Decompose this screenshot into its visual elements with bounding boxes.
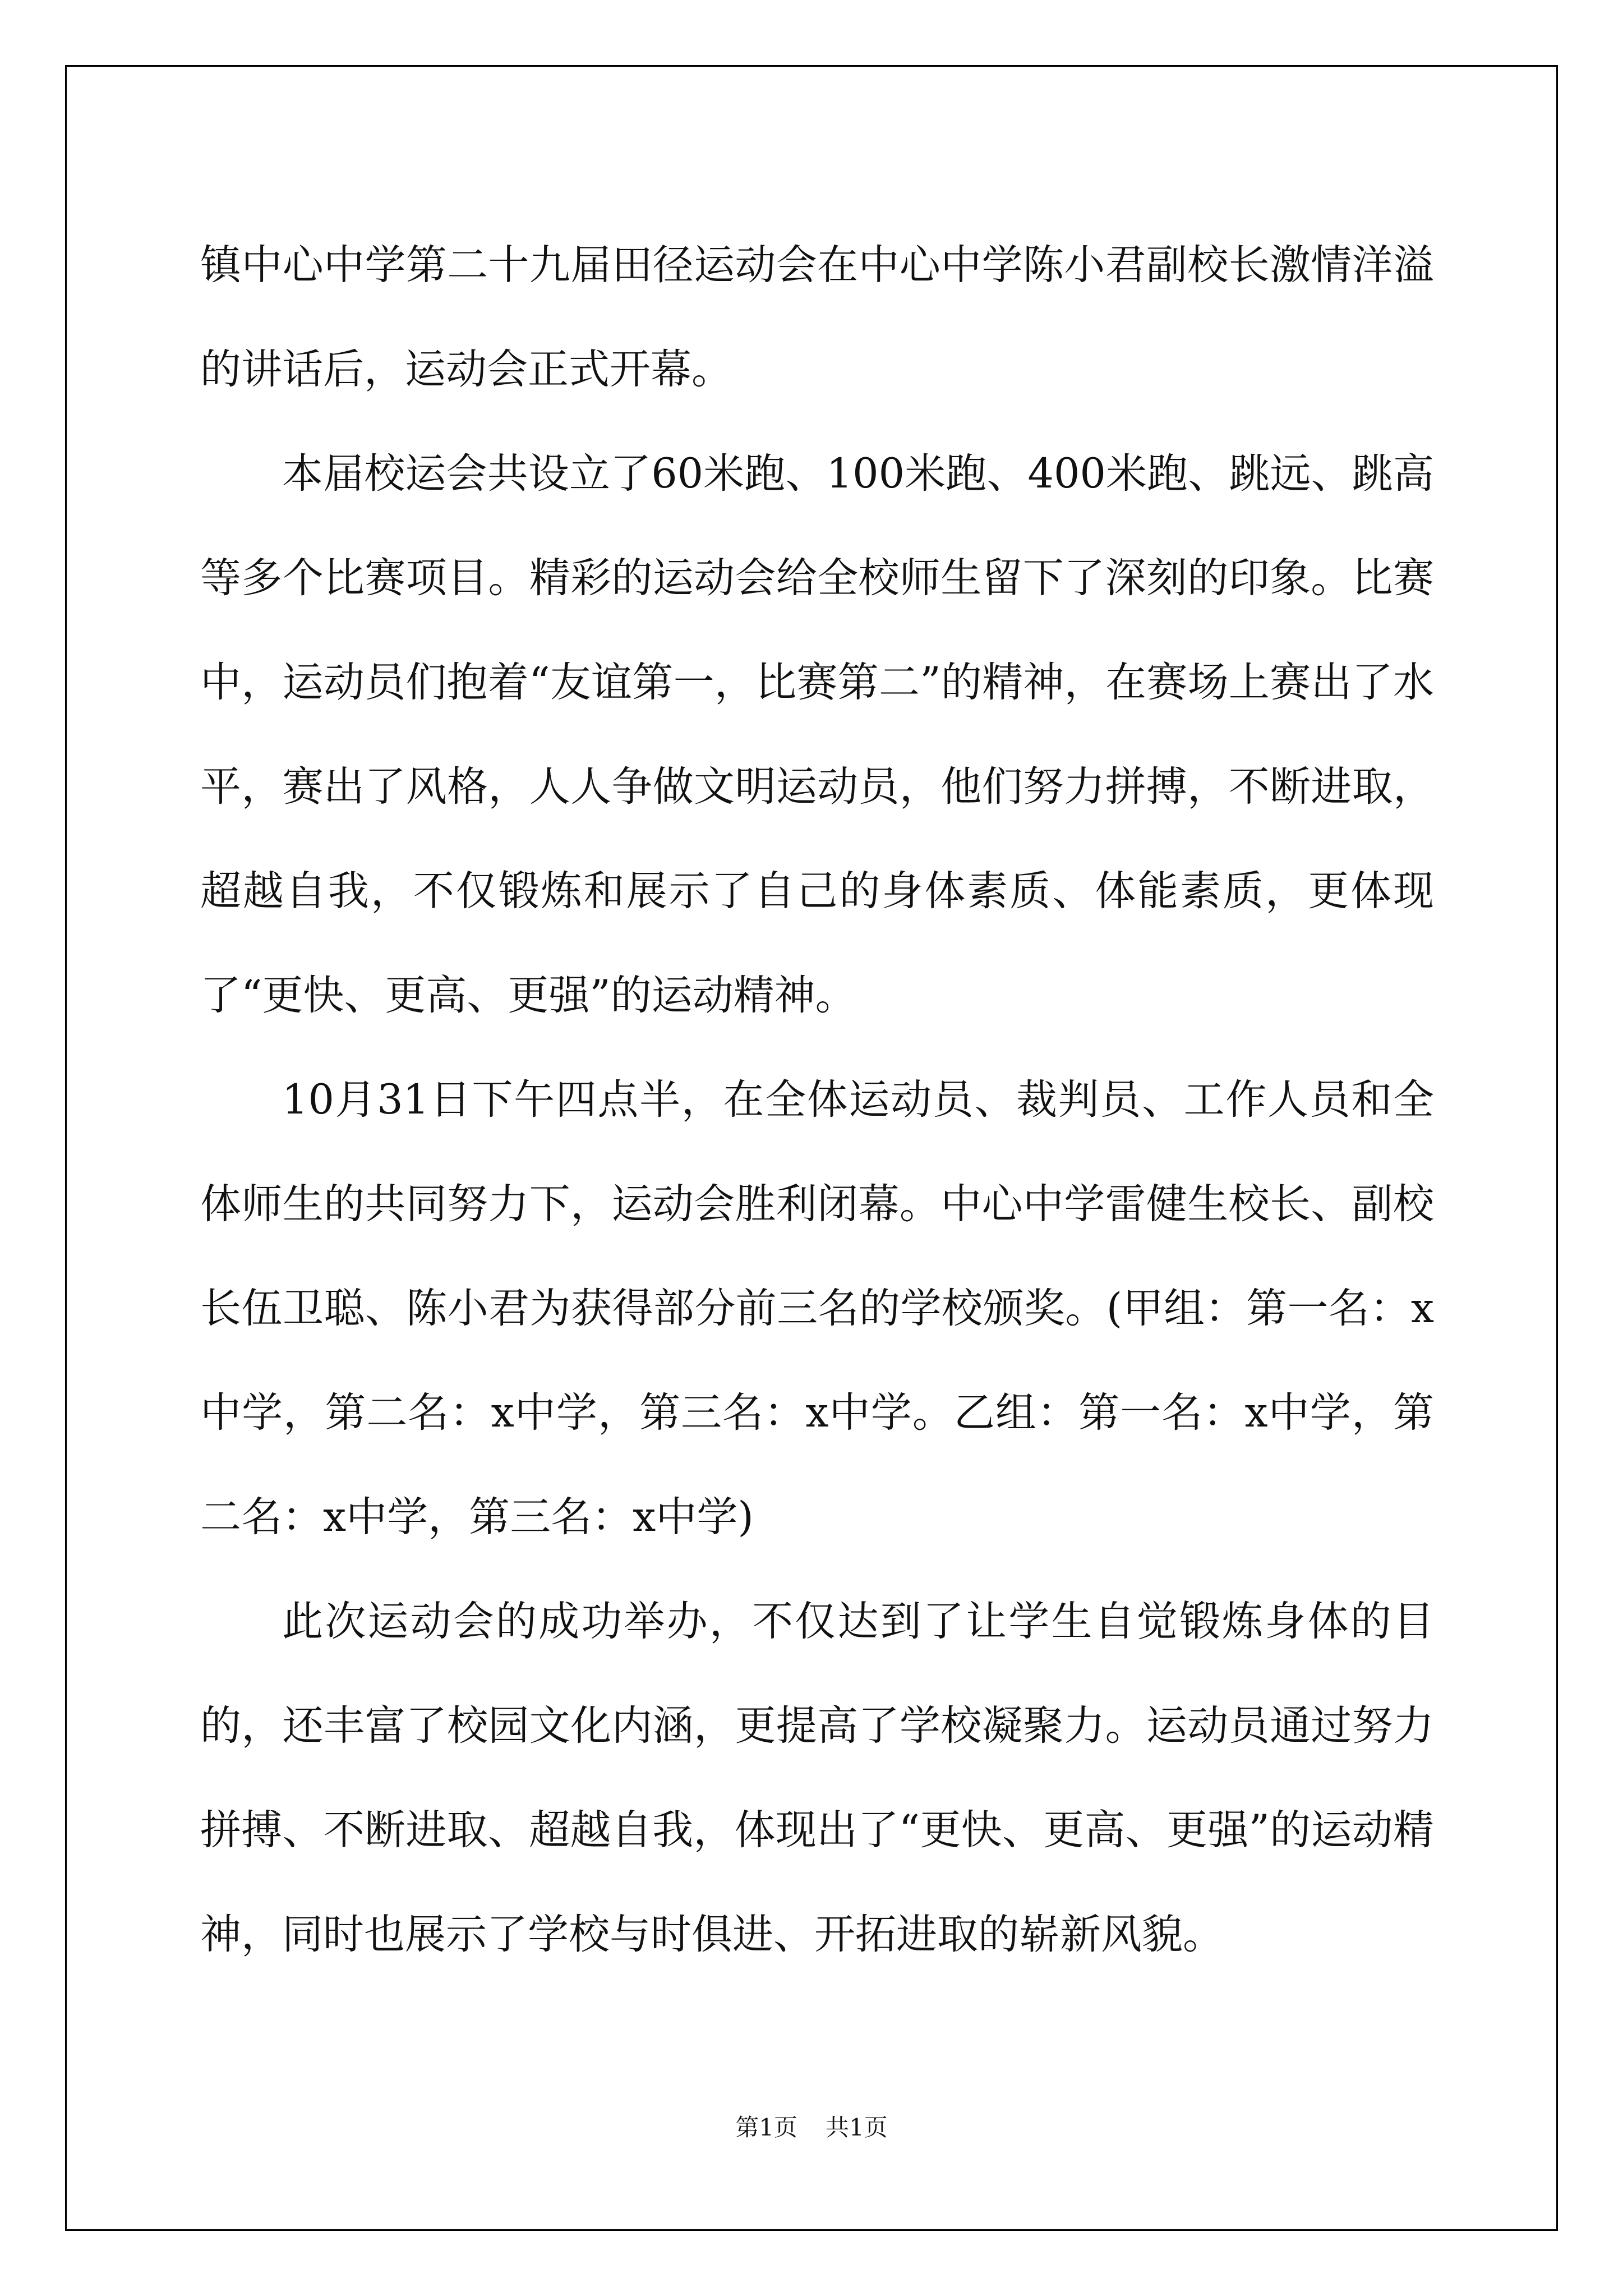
page-footer bbox=[0, 2109, 1623, 2143]
paragraph-4: 此次运动会的成功举办，不仅达到了让学生自觉锻炼身体的目的，还丰富了校园文化内涵，更提高了学校凝聚力。运动员通过努力拼搏、不断进取、超越自我，体现出了“更快、更高、更强”的运动精神，同时也展示了学校与时俱进、开拓进取的崭新风貌。 bbox=[200, 1598, 1434, 1958]
page-total: 共1页 bbox=[826, 2114, 888, 2141]
document-body bbox=[200, 213, 1434, 1987]
page-number: 第1页 bbox=[735, 2114, 797, 2141]
paragraph-2: 本届校运会共设立了60米跑、100米跑、400米跑、跳远、跳高等多个比赛项目。精彩的运动会给全校师生留下了深刻的印象。比赛中，运动员们抱着“友谊第一，比赛第二”的精神，在赛场上赛出了水平，赛出了风格，人人争做文明运动员，他们努力拼搏，不断进取，超越自我，不仅锻炼和展示了自己的身体素质、体能素质，更体现了“更快、更高、更强”的运动精神。 bbox=[200, 450, 1434, 1019]
paragraph-1: 镇中心中学第二十九届田径运动会在中心中学陈小君副校长激情洋溢的讲话后，运动会正式开幕。 bbox=[200, 241, 1434, 393]
paragraph-3: 10月31日下午四点半，在全体运动员、裁判员、工作人员和全体师生的共同努力下，运动会胜利闭幕。中心中学雷健生校长、副校长伍卫聪、陈小君为获得部分前三名的学校颁奖。(甲组：第一名：x中学，第二名：x中学，第三名：x中学。乙组：第一名：x中学，第二名：x中学，第三名：x中学) bbox=[200, 1076, 1434, 1541]
